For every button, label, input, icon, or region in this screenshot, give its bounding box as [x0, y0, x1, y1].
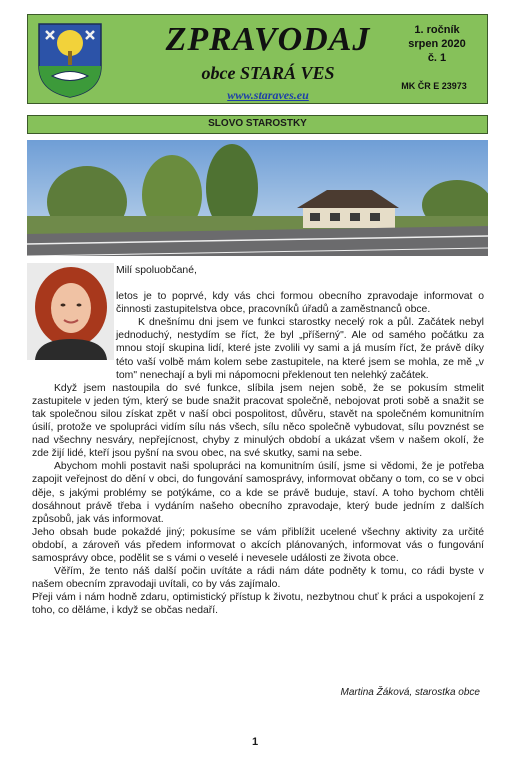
masthead: [27, 14, 488, 104]
article-paragraph: Když jsem nastoupila do své funkce, slíbila jsem nejen sobě, že se pokusím stmelit zastupitele v jeden tým, který se bude snažit pracovat společně, nebojovat proti sobě a snažit se tak společnou silou získat zpět v naší obci pospolitost, důvěru, stavět na společném komunitním úsilí, protože ve spolupráci vidím sílu nás všech, sílu něco společně vybudovat, sílu povznést se nad všechny nesváry, nepřejícnost, chyby z minulých období a ukázat všem v našem okolí, že zde žijí lidé, kteří jsou pyšní na svou obec, na své skutky, sami na sebe.: [32, 382, 484, 460]
municipal-coat-of-arms-icon: [36, 21, 104, 99]
article-paragraph: Přeji vám i nám hodně zdaru, optimistický přístup k životu, nezbytnou chuť k práci a uspokojení z toho, co děláme, i když se občas nedaří.: [32, 592, 484, 617]
issue-info: [397, 23, 477, 65]
issue-number: č. 1: [427, 52, 447, 64]
article-paragraph: Jeho obsah bude pokaždé jiný; pokusíme se vám přiblížit ucelené všechny aktivity za určité období, a zároveň vás předem informovat o akcích plánovaných, informovat vás o fungování samosprávy obce, podělit se s vámi o veselé i nevesele události ze života obce.: [32, 526, 484, 564]
village-street-photo: [27, 140, 488, 256]
page-number: 1: [251, 736, 259, 748]
article-paragraph: Abychom mohli postavit naši spolupráci na komunitním úsilí, jsme si vědomi, že je potřeba zapojit veřejnost do dění v obci, do fungování samosprávy, informovat občany o tom, co se v obci děje, s jakými problémy se potýkáme, co a kde se právě buduje, staví. A toho bychom chtěli dosáhnout právě třeba i vydáním našeho obecního zpravodaje, který bude jedním z dalších způsobů, jak vás informovat.: [32, 461, 484, 525]
website-link[interactable]: www.staraves.eu: [227, 88, 309, 102]
article-body: [32, 264, 484, 617]
article-paragraph: K dnešnímu dni jsem ve funkci starostky necelý rok a půl. Začátek nebyl jednoduchý, nestydím se říct, že byl „příšerný". Ale od samého počátku za mnou stojí skupina lidí, které jste zvolili vy sami a já musím říct, že právě díky této vaší volbě mám kolem sebe zastupitele, na které jsem se mohla, ze mě „v tom" nenechají a byli mi nápomocni překlenout ten nelehký začátek.: [116, 317, 484, 381]
article-signature: Martina Žáková, starostka obce: [340, 687, 480, 698]
article-paragraph: Věřím, že tento náš další počin uvítáte a rádi nám dáte podněty k tomu, co rádi byste v našem obecním zpravodaji uvítali, co by vás zajímalo.: [32, 566, 484, 591]
municipality-name: obce STARÁ VES: [201, 63, 335, 83]
newsletter-title: ZPRAVODAJ: [165, 21, 371, 58]
issue-date: srpen 2020: [408, 38, 466, 50]
registration-number: MK ČR E 23973: [401, 81, 467, 91]
section-heading: SLOVO STAROSTKY: [27, 115, 488, 134]
volume-label: 1. ročník: [414, 24, 460, 36]
article-paragraph: letos je to poprvé, kdy vás chci formou obecního zpravodaje informovat o činnosti zastupitelstva obce, pracovníků úřadů a zaměstnanců obce.: [116, 291, 484, 316]
village-photo-image: [27, 140, 488, 256]
article-salutation: Milí spoluobčané,: [116, 265, 197, 276]
